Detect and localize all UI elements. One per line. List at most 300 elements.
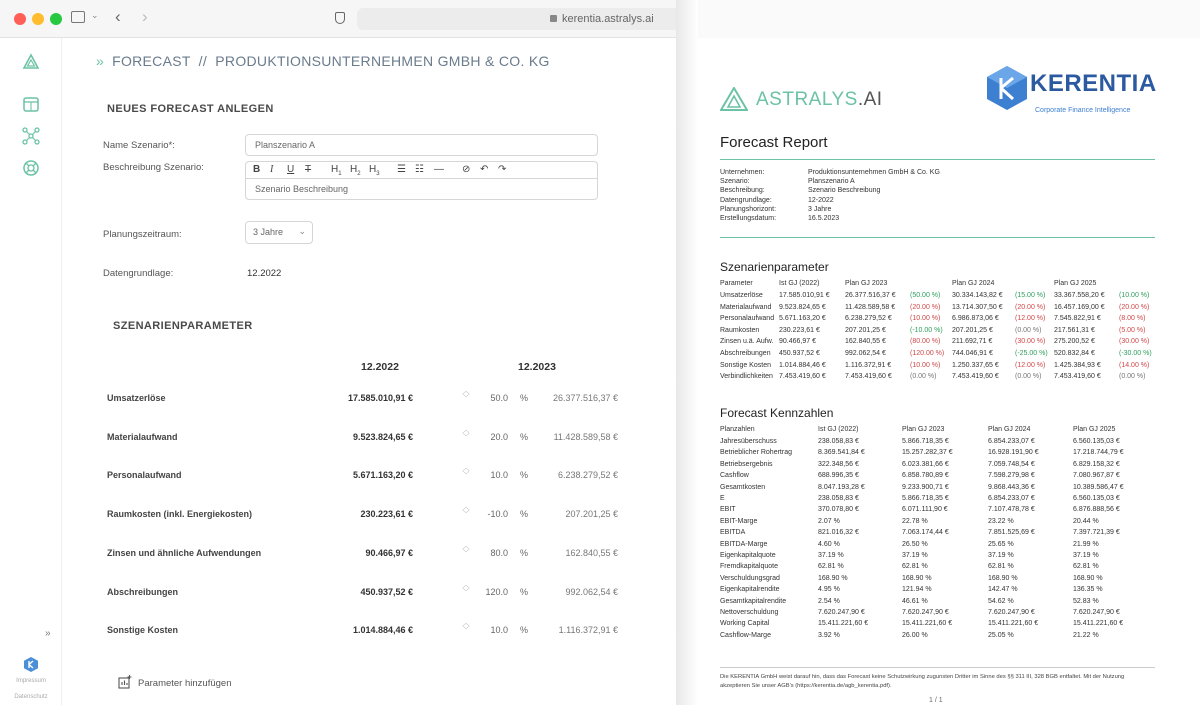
kz-value: 6.854.233,07 € — [988, 495, 1035, 502]
kz-value: 52.83 % — [1073, 597, 1099, 605]
sp-plan-value: 520.832,84 € — [1054, 350, 1095, 357]
kz-value: 21.99 % — [1073, 540, 1099, 548]
shield-icon[interactable] — [335, 12, 345, 24]
sp-row-label: Raumkosten — [720, 326, 760, 334]
scenario-description-label: Beschreibung Szenario: — [103, 162, 204, 173]
kz-value: 168.90 % — [818, 574, 848, 582]
parameters-column-2023: 12.2023 — [518, 361, 556, 373]
increment-icon[interactable]: ︿ — [462, 465, 470, 473]
parameter-percent-input[interactable]: 10.0 — [490, 625, 508, 636]
heading3-icon[interactable]: $H_3$ — [369, 164, 380, 177]
sp-change-percent: (20.00 %) — [1119, 303, 1150, 311]
astralys-wordmark-main: ASTRALYS — [756, 89, 858, 110]
kz-value: 37.19 % — [902, 552, 928, 559]
decrement-icon[interactable]: ﹀ — [462, 588, 470, 596]
kz-row-label: Fremdkapitalquote — [720, 563, 778, 571]
kz-value: 7.620.247,90 € — [1073, 609, 1120, 616]
parameter-percent-input[interactable]: 20.0 — [490, 431, 508, 442]
kz-row-label: EBIT — [720, 506, 736, 514]
underline-icon[interactable]: U — [287, 164, 295, 175]
parameter-stepper[interactable] — [462, 465, 470, 479]
lifebuoy-icon[interactable] — [22, 159, 40, 177]
sp-change-percent: (30.00 %) — [1015, 338, 1046, 346]
kz-value: 62.81 % — [818, 563, 844, 571]
decrement-icon[interactable]: ﹀ — [462, 549, 470, 557]
kz-row-label: Working Capital — [720, 620, 770, 628]
kz-value: 370.078,80 € — [818, 506, 859, 514]
sp-change-percent: (50.00 %) — [910, 292, 941, 299]
sp-ist-value: 9.523.824,65 € — [779, 303, 826, 311]
meta-value: 3 Jahre — [808, 205, 832, 213]
close-window-button[interactable] — [14, 13, 26, 25]
app-main — [62, 38, 676, 705]
sp-plan-value: 11.428.589,58 € — [845, 303, 896, 311]
parameter-forecast-value: 162.840,55 € — [565, 547, 618, 558]
parameter-percent-input[interactable]: 120.0 — [485, 586, 508, 597]
minimize-window-button[interactable] — [32, 13, 44, 25]
parameter-forecast-value: 992.062,54 € — [565, 586, 618, 597]
sp-change-percent: (-10.00 %) — [910, 326, 943, 334]
kz-row-label: Betrieblicher Rohertrag — [720, 449, 792, 457]
meta-value: 16.5.2023 — [808, 215, 840, 222]
chevron-down-icon[interactable]: ⌄ — [91, 10, 99, 20]
decrement-icon[interactable]: ﹀ — [462, 395, 470, 402]
kz-value: 7.059.748,54 € — [988, 460, 1035, 468]
sp-change-percent: (15.00 %) — [1015, 292, 1046, 299]
kz-value: 7.080.967,87 € — [1073, 472, 1120, 480]
sp-ist-value: 230.223,61 € — [779, 326, 820, 334]
sp-plan-value: 211.692,71 € — [952, 338, 993, 346]
kz-value: 15.411.221,60 € — [1073, 620, 1124, 628]
sp-header-cell: Ist GJ (2022) — [779, 280, 820, 287]
sp-change-percent: (0.00 %) — [1015, 326, 1042, 334]
kz-value: 4.95 % — [818, 586, 840, 594]
horizontal-rule-icon[interactable]: — — [434, 164, 444, 175]
astralys-wordmark — [756, 89, 883, 111]
sp-plan-value: 6.238.279,52 € — [845, 315, 892, 323]
kz-row-label: Cashflow — [720, 472, 749, 480]
kz-value: 7.620.247,90 € — [988, 609, 1035, 616]
percent-symbol: % — [520, 431, 529, 442]
form-title: NEUES FORECAST ANLEGEN — [107, 103, 274, 115]
sp-plan-value: 744.046,91 € — [952, 350, 993, 357]
sp-change-percent: (0.00 %) — [1015, 373, 1042, 381]
kz-value: 10.389.586,47 € — [1073, 483, 1124, 491]
sp-ist-value: 90.466,97 € — [779, 338, 816, 346]
sp-plan-value: 6.986.873,06 € — [952, 315, 999, 323]
sp-plan-value: 217.561,31 € — [1054, 326, 1095, 334]
breadcrumb-company: PRODUKTIONSUNTERNEHMEN GMBH & CO. KG — [215, 53, 550, 69]
kz-value: 15.257.282,37 € — [902, 449, 953, 457]
kz-value: 5.866.718,35 € — [902, 495, 949, 502]
sp-change-percent: (30.00 %) — [1119, 338, 1150, 346]
sp-row-label: Umsatzerlöse — [720, 292, 763, 299]
numbered-list-icon[interactable]: ☷ — [415, 164, 424, 175]
increment-icon[interactable]: ︿ — [462, 426, 470, 434]
sp-ist-value: 17.585.010,91 € — [779, 292, 830, 299]
forecast-kpis-heading: Forecast Kennzahlen — [720, 406, 834, 420]
kz-value: 142.47 % — [988, 586, 1018, 594]
heading2-icon[interactable]: $H_2$ — [350, 164, 361, 177]
sp-ist-value: 1.014.884,46 € — [779, 361, 826, 369]
astralys-logo-icon — [720, 87, 748, 111]
kz-value: 238.058,83 € — [818, 438, 859, 445]
kz-row-label: Eigenkapitalrendite — [720, 586, 780, 594]
footer-divider — [720, 667, 1155, 668]
kz-value: 9.233.900,71 € — [902, 483, 949, 491]
disclaimer-line-2: akzeptieren Sie unser AGB's (https://kerentia.de/agb_kerentia.pdf). — [720, 683, 892, 689]
kz-value: 322.348,56 € — [818, 460, 859, 468]
kz-header-cell: Plan GJ 2024 — [988, 426, 1031, 433]
kz-value: 9.868.443,36 € — [988, 483, 1035, 491]
forecast-report-pdf — [698, 38, 1200, 705]
kz-value: 6.858.780,89 € — [902, 472, 949, 480]
parameter-base-value: 1.014.884,46 € — [352, 625, 413, 636]
meta-value: Planszenario A — [808, 178, 855, 186]
sp-plan-value: 275.200,52 € — [1054, 338, 1095, 346]
browser-toolbar — [0, 0, 676, 38]
kz-header-cell: Plan GJ 2025 — [1073, 426, 1116, 433]
app-sidebar — [0, 38, 62, 705]
increment-icon[interactable]: ︿ — [462, 504, 470, 512]
undo-icon[interactable]: ↶ — [480, 164, 489, 175]
sp-change-percent: (10.00 %) — [910, 315, 941, 323]
bullet-list-icon[interactable]: ☰ — [397, 164, 406, 175]
parameter-forecast-value: 11.428.589,58 € — [553, 431, 618, 442]
astralys-logo-icon[interactable] — [22, 53, 40, 71]
kz-value: 2.54 % — [818, 597, 840, 605]
kz-value: 7.107.478,78 € — [988, 506, 1035, 514]
sp-plan-value: 7.453.419,60 € — [845, 373, 892, 381]
sp-change-percent: (120.00 %) — [910, 350, 945, 357]
sp-change-percent: (20.00 %) — [910, 303, 941, 311]
kz-value: 136.35 % — [1073, 586, 1103, 594]
sp-change-percent: (0.00 %) — [1119, 373, 1146, 381]
sp-change-percent: (-25.00 %) — [1015, 350, 1048, 357]
sp-plan-value: 7.545.822,91 € — [1054, 315, 1101, 323]
kz-row-label: Gesamtkapitalrendite — [720, 597, 787, 605]
parameter-forecast-value: 1.116.372,91 € — [558, 625, 618, 636]
sp-header-cell: Parameter — [720, 280, 753, 287]
parameter-stepper[interactable] — [462, 582, 470, 596]
meta-value: Produktionsunternehmen GmbH & Co. KG — [808, 169, 940, 176]
meta-label: Szenario: — [720, 178, 750, 186]
kz-value: 37.19 % — [818, 552, 844, 559]
heading1-icon[interactable]: $H_1$ — [331, 164, 342, 177]
sp-row-label: Materialaufwand — [720, 303, 772, 311]
kz-value: 3.92 % — [818, 631, 840, 639]
sp-change-percent: (12.00 %) — [1015, 315, 1046, 323]
decrement-icon[interactable]: ﹀ — [462, 511, 470, 519]
kz-value: 8.369.541,84 € — [818, 449, 865, 457]
kerentia-logo-icon[interactable] — [24, 657, 38, 672]
sidebar-toggle-icon[interactable] — [71, 11, 85, 23]
kz-row-label: Jahresüberschuss — [720, 438, 777, 445]
kz-value: 54.62 % — [988, 597, 1014, 605]
kz-value: 6.560.135,03 € — [1073, 438, 1120, 445]
parameter-forecast-value: 26.377.516,37 € — [552, 393, 618, 403]
kz-value: 62.81 % — [1073, 563, 1099, 571]
kz-value: 6.854.233,07 € — [988, 438, 1035, 445]
imprint-link[interactable]: Impressum — [16, 678, 46, 684]
kz-value: 168.90 % — [988, 574, 1018, 582]
parameter-label: Sonstige Kosten — [107, 625, 179, 636]
kz-value: 8.047.193,28 € — [818, 483, 865, 491]
address-bar[interactable] — [357, 8, 676, 30]
sp-change-percent: (5.00 %) — [1119, 326, 1146, 334]
add-chart-icon[interactable] — [118, 675, 132, 689]
kz-value: 37.19 % — [1073, 552, 1099, 559]
percent-symbol: % — [520, 393, 529, 403]
percent-symbol: % — [520, 547, 529, 558]
sp-row-label: Verbindlichkeiten — [720, 373, 773, 381]
kz-row-label: EBITDA-Marge — [720, 540, 768, 548]
scenario-parameters-heading: Szenarienparameter — [720, 260, 829, 274]
sp-change-percent: (14.00 %) — [1119, 361, 1150, 369]
meta-label: Beschreibung: — [720, 187, 765, 195]
maximize-window-button[interactable] — [50, 13, 62, 25]
sp-change-percent: (80.00 %) — [910, 338, 941, 346]
kz-value: 2.07 % — [818, 517, 840, 525]
kz-value: 821.016,32 € — [818, 529, 859, 537]
data-basis-value: 12.2022 — [247, 268, 282, 279]
kz-header-cell: Plan GJ 2023 — [902, 426, 945, 433]
planning-period-value: 3 Jahre — [253, 227, 284, 237]
percent-symbol: % — [520, 509, 529, 520]
calendar-icon[interactable] — [22, 95, 40, 113]
back-icon[interactable]: ‹ — [115, 7, 121, 26]
kz-row-label: E — [720, 495, 725, 502]
kz-value: 7.598.279,98 € — [988, 472, 1035, 480]
network-icon[interactable] — [22, 127, 40, 145]
parameter-base-value: 90.466,97 € — [365, 547, 413, 558]
kz-row-label: Betriebsergebnis — [720, 460, 773, 468]
sp-header-cell: Plan GJ 2025 — [1054, 280, 1097, 287]
parameters-column-2022: 12.2022 — [361, 361, 399, 373]
kz-header-cell: Planzahlen — [720, 426, 755, 433]
meta-label: Erstellungsdatum: — [720, 215, 777, 222]
parameter-percent-input[interactable]: -10.0 — [487, 509, 508, 520]
kz-value: 6.023.381,66 € — [902, 460, 949, 468]
kz-value: 168.90 % — [902, 574, 932, 582]
meta-label: Datengrundlage: — [720, 196, 772, 204]
sp-plan-value: 30.334.143,82 € — [952, 292, 1003, 299]
parameter-label: Raumkosten (inkl. Energiekosten) — [107, 509, 253, 520]
sp-plan-value: 33.367.558,20 € — [1054, 292, 1105, 299]
parameter-base-value: 450.937,52 € — [360, 586, 413, 597]
increment-icon[interactable]: ︿ — [462, 620, 470, 628]
sp-plan-value: 7.453.419,60 € — [952, 373, 999, 381]
kz-row-label: EBITDA — [720, 529, 746, 537]
kz-value: 6.560.135,03 € — [1073, 495, 1120, 502]
parameter-base-value: 5.671.163,20 € — [352, 470, 413, 481]
scenario-name-input[interactable]: Planszenario A — [245, 134, 598, 156]
scenario-description-input[interactable]: Szenario Beschreibung — [245, 178, 598, 200]
expand-sidebar-icon[interactable]: » — [45, 628, 51, 639]
sp-row-label: Abschreibungen — [720, 350, 771, 357]
percent-symbol: % — [520, 470, 529, 481]
increment-icon[interactable]: ︿ — [462, 388, 470, 395]
data-basis-label: Datengrundlage: — [103, 268, 174, 279]
parameter-base-value: 230.223,61 € — [360, 509, 413, 520]
kz-value: 17.218.744,79 € — [1073, 449, 1124, 457]
parameter-percent-input[interactable]: 50.0 — [490, 393, 508, 403]
kz-header-cell: Ist GJ (2022) — [818, 426, 859, 433]
parameter-stepper[interactable] — [462, 388, 470, 402]
parameter-label: Personalaufwand — [107, 470, 182, 481]
kz-value: 5.866.718,35 € — [902, 438, 949, 445]
decrement-icon[interactable]: ﹀ — [462, 472, 470, 480]
sp-change-percent: (20.00 %) — [1015, 303, 1046, 311]
italic-icon[interactable]: I — [270, 164, 274, 175]
kz-value: 22.78 % — [902, 517, 928, 525]
kz-row-label: Verschuldungsgrad — [720, 574, 780, 582]
chevron-down-icon: ⌄ — [298, 226, 306, 236]
window-shadow — [676, 0, 698, 705]
kz-value: 20.44 % — [1073, 517, 1099, 525]
breadcrumb-section[interactable]: FORECAST — [112, 53, 191, 69]
percent-symbol: % — [520, 586, 529, 597]
breadcrumb-arrow-icon: » — [96, 53, 105, 69]
kerentia-wordmark: KERENTIA — [1030, 70, 1157, 97]
kz-value: 15.411.221,60 € — [988, 620, 1039, 628]
parameter-stepper[interactable] — [462, 620, 470, 634]
kz-row-label: Eigenkapitalquote — [720, 552, 776, 559]
kz-value: 121.94 % — [902, 586, 932, 594]
clear-format-icon[interactable]: ⊘ — [462, 164, 471, 175]
url-text: kerentia.astralys.ai — [562, 13, 654, 25]
percent-symbol: % — [520, 625, 529, 636]
sp-plan-value: 1.116.372,91 € — [845, 361, 892, 369]
kz-value: 7.620.247,90 € — [902, 609, 949, 616]
parameter-stepper[interactable] — [462, 543, 470, 557]
kz-value: 16.928.191,90 € — [988, 449, 1039, 457]
planning-period-label: Planungszeitraum: — [103, 229, 182, 240]
forward-icon[interactable]: › — [142, 7, 148, 26]
rich-text-toolbar — [245, 161, 598, 178]
sp-ist-value: 450.937,52 € — [779, 350, 820, 357]
parameter-label: Materialaufwand — [107, 431, 178, 442]
kz-value: 26.50 % — [902, 540, 928, 548]
page-indicator: 1 / 1 — [929, 697, 943, 704]
sp-plan-value: 207.201,25 € — [845, 326, 886, 334]
kz-value: 7.620.247,90 € — [818, 609, 865, 616]
parameter-base-value: 17.585.010,91 € — [347, 393, 413, 403]
parameter-label: Abschreibungen — [107, 586, 179, 597]
kz-row-label: Gesamtkosten — [720, 483, 766, 491]
kz-value: 6.071.111,90 € — [902, 506, 948, 514]
kz-value: 168.90 % — [1073, 574, 1103, 582]
increment-icon[interactable]: ︿ — [462, 581, 470, 589]
scenario-name-label: Name Szenario*: — [103, 140, 175, 151]
sp-plan-value: 16.457.169,00 € — [1054, 303, 1105, 311]
kz-value: 25.65 % — [988, 540, 1014, 548]
sp-row-label: Sonstige Kosten — [720, 361, 771, 369]
sp-plan-value: 1.250.337,65 € — [952, 361, 999, 369]
kz-value: 25.05 % — [988, 631, 1014, 639]
bold-icon[interactable]: B — [253, 164, 261, 175]
strikethrough-icon[interactable]: T — [305, 164, 312, 175]
browser-toolbar-extension — [676, 0, 1200, 38]
kz-value: 23.22 % — [988, 517, 1014, 525]
lock-icon — [550, 15, 557, 22]
kerentia-logo-icon — [987, 66, 1027, 110]
kz-value: 6.829.158,32 € — [1073, 460, 1120, 468]
title-divider — [720, 159, 1155, 160]
kz-value: 37.19 % — [988, 552, 1014, 559]
sp-ist-value: 7.453.419,60 € — [779, 373, 826, 381]
kz-value: 26.00 % — [902, 631, 928, 639]
decrement-icon[interactable]: ﹀ — [462, 627, 470, 635]
kz-value: 21.22 % — [1073, 631, 1099, 639]
breadcrumb-separator: // — [198, 53, 208, 69]
sp-change-percent: (0.00 %) — [910, 373, 937, 381]
meta-value: 12-2022 — [808, 196, 834, 204]
sp-plan-value: 992.062,54 € — [845, 350, 886, 357]
parameter-stepper[interactable] — [462, 427, 470, 441]
sp-plan-value: 7.453.419,60 € — [1054, 373, 1101, 381]
kz-value: 6.876.888,56 € — [1073, 506, 1120, 514]
sp-change-percent: (10.00 %) — [910, 361, 941, 369]
decrement-icon[interactable]: ﹀ — [462, 433, 470, 441]
parameters-title: SZENARIENPARAMETER — [113, 320, 253, 332]
kz-value: 4.60 % — [818, 540, 840, 548]
add-parameter-button[interactable]: Parameter hinzufügen — [138, 678, 232, 689]
disclaimer-line-1: Die KERENTIA GmbH weist darauf hin, dass das Forecast keine Schutzwirkung zugunsten Dritter im Sinne des §§ 311 III, 328 BGB entfaltet. Mit der Nutzung — [720, 674, 1125, 680]
kz-value: 7.063.174,44 € — [902, 529, 949, 537]
parameter-percent-input[interactable]: 10.0 — [490, 470, 508, 481]
sp-plan-value: 162.840,55 € — [845, 338, 886, 346]
report-title: Forecast Report — [720, 134, 828, 151]
meta-value: Szenario Beschreibung — [808, 187, 881, 195]
parameter-percent-input[interactable]: 80.0 — [490, 547, 508, 558]
sp-header-cell: Plan GJ 2024 — [952, 280, 995, 287]
parameter-stepper[interactable] — [462, 504, 470, 518]
astralys-wordmark-sub: .AI — [857, 89, 883, 110]
kz-value: 15.411.221,60 € — [902, 620, 953, 628]
sp-plan-value: 207.201,25 € — [952, 326, 993, 334]
parameter-forecast-value: 207.201,25 € — [565, 509, 618, 520]
kz-value: 688.996,35 € — [818, 472, 859, 480]
meta-label: Unternehmen: — [720, 169, 765, 176]
sp-ist-value: 5.671.163,20 € — [779, 315, 826, 323]
kz-value: 46.61 % — [902, 597, 928, 605]
sp-change-percent: (12.00 %) — [1015, 361, 1046, 369]
kz-row-label: Cashflow-Marge — [720, 631, 771, 639]
sp-row-label: Personalaufwand — [720, 315, 775, 323]
kz-row-label: Nettoverschuldung — [720, 609, 779, 616]
parameter-label: Zinsen und ähnliche Aufwendungen — [107, 547, 262, 558]
kerentia-tagline: Corporate Finance Intelligence — [1035, 107, 1131, 114]
parameter-base-value: 9.523.824,65 € — [352, 431, 413, 442]
kz-value: 238.058,83 € — [818, 495, 859, 502]
sp-change-percent: (8.00 %) — [1119, 315, 1146, 323]
sp-row-label: Zinsen u.ä. Aufw. — [720, 338, 774, 346]
kz-value: 62.81 % — [988, 563, 1014, 571]
redo-icon[interactable]: ↷ — [498, 164, 507, 175]
kz-row-label: EBIT-Marge — [720, 517, 758, 525]
planning-period-select[interactable] — [245, 221, 313, 244]
parameter-forecast-value: 6.238.279,52 € — [557, 470, 618, 481]
parameter-label: Umsatzerlöse — [107, 393, 166, 403]
increment-icon[interactable]: ︿ — [462, 542, 470, 550]
privacy-link[interactable]: Datenschutz — [14, 694, 48, 700]
kz-value: 62.81 % — [902, 563, 928, 571]
sp-change-percent: (10.00 %) — [1119, 292, 1150, 299]
sp-header-cell: Plan GJ 2023 — [845, 280, 888, 287]
sp-plan-value: 26.377.516,37 € — [845, 292, 896, 299]
kz-value: 7.851.525,69 € — [988, 529, 1035, 537]
